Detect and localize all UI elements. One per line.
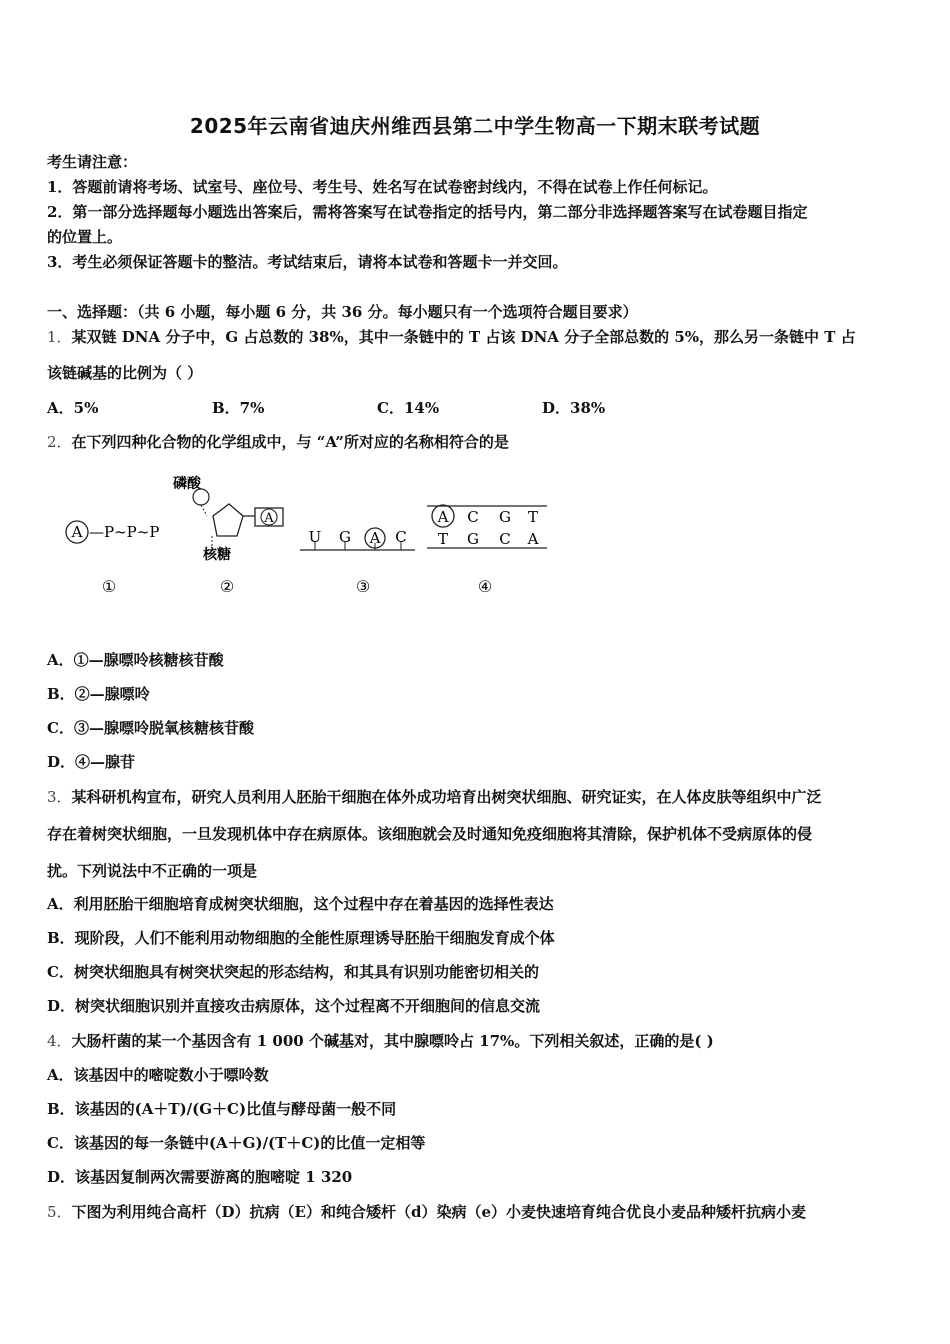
figure-3-rna: [300, 528, 415, 550]
base-c: C: [395, 528, 407, 546]
base-a: A: [369, 529, 381, 547]
section-heading: 一、选择题：（共 6 小题，每小题 6 分，共 36 分。每小题只有一个选项符合题目要求）: [47, 303, 638, 321]
notice-item-2: 2．第一部分选择题每小题选出答案后，需将答案写在试卷指定的括号内，第二部分非选择题答案写在试卷题目指定: [47, 203, 808, 221]
base-g: G: [339, 528, 351, 546]
question-text: 某双链 DNA 分子中，G 占总数的 38%，其中一条链中的 T 占该 DNA 分子全部总数的 5%，那么另一条链中 T 占: [71, 328, 856, 346]
q4-option-d: D．该基因复制两次需要游离的胞嘧啶 1 320: [47, 1168, 353, 1186]
top-base-4: T: [527, 508, 539, 526]
question-number: 2．: [47, 433, 72, 451]
question-text: 大肠杆菌的某一个基因含有 1 000 个碱基对，其中腺嘌呤占 17%。下列相关叙述，正确的是( ): [71, 1032, 714, 1050]
option-a: A．5%: [47, 399, 99, 417]
question-3-cont-2: 扰。下列说法中不正确的一项是: [47, 862, 258, 880]
question-number: 3．: [47, 788, 72, 806]
option-c: C．14%: [377, 399, 440, 417]
q2-option-b: B．②—腺嘌呤: [47, 685, 150, 703]
question-text: 下图为利用纯合高杆（D）抗病（E）和纯合矮杆（d）染病（e）小麦快速培育纯合优良小麦品种矮杆抗病小麦: [71, 1203, 807, 1221]
bottom-base-3: C: [499, 530, 511, 548]
base-u: U: [308, 528, 322, 546]
question-3-cont-1: 存在着树突状细胞，一旦发现机体中存在病原体。该细胞就会及时通知免疫细胞将其清除，保护机体不受病原体的侵: [47, 825, 813, 843]
phosphate-chain: —P~P~P: [89, 523, 160, 541]
phosphate-circle: [193, 489, 209, 505]
question-text: 某科研机构宣布，研究人员利用人胚胎干细胞在体外成功培育出树突状细胞、研究证实，在人体皮肤等组织中广泛: [71, 788, 822, 806]
ribose-pentagon: [213, 504, 243, 536]
bottom-base-4: A: [527, 530, 539, 548]
question-number: 4．: [47, 1032, 72, 1050]
figure-label-4: ④: [477, 577, 493, 596]
figure-4-dna: [427, 505, 547, 548]
q2-option-d: D．④—腺苷: [47, 753, 136, 771]
notice-item-2-cont: 的位置上。: [47, 228, 123, 246]
top-base-1: A: [437, 508, 449, 526]
q3-option-a: A．利用胚胎干细胞培育成树突状细胞，这个过程中存在着基因的选择性表达: [47, 895, 554, 913]
notice-heading: 考生请注意：: [47, 153, 138, 171]
question-number: 5．: [47, 1203, 72, 1221]
phosphate-bond: [201, 505, 207, 516]
exam-title: 2025年云南省迪庆州维西县第二中学生物高一下期末联考试题: [189, 114, 761, 138]
q4-option-b: B．该基因的(A＋T)/(G＋C)比值与酵母菌一般不同: [47, 1100, 397, 1118]
notice-item-1: 1．答题前请将考场、试室号、座位号、考生号、姓名写在试卷密封线内，不得在试卷上作任何标记。: [47, 178, 718, 196]
bottom-base-2: G: [467, 530, 479, 548]
compound-figure: [55, 468, 575, 608]
q2-option-c: C．③—腺嘌呤脱氧核糖核苷酸: [47, 719, 254, 737]
base-a-label: A: [71, 523, 83, 541]
option-b: B．7%: [212, 399, 265, 417]
q3-option-b: B．现阶段，人们不能利用动物细胞的全能性原理诱导胚胎干细胞发育成个体: [47, 929, 555, 947]
base-a-label: A: [264, 511, 274, 526]
question-1: [47, 327, 856, 347]
bottom-base-1: T: [437, 530, 449, 548]
q3-option-d: D．树突状细胞识别并直接攻击病原体，这个过程离不开细胞间的信息交流: [47, 997, 541, 1015]
question-1-options: [47, 398, 605, 418]
figure-1-atp: [66, 521, 159, 543]
question-4: [47, 1031, 714, 1051]
figure-label-3: ③: [355, 577, 371, 596]
q4-option-c: C．该基因的每一条链中(A＋G)/(T＋C)的比值一定相等: [47, 1134, 426, 1152]
question-1-cont: 该链碱基的比例为（ ）: [47, 364, 203, 382]
question-text: 在下列四种化合物的化学组成中，与 “A”所对应的名称相符合的是: [71, 433, 509, 451]
figure-label-1: ①: [101, 577, 117, 596]
phosphate-label: 磷酸: [173, 476, 201, 492]
option-d: D．38%: [542, 399, 606, 417]
q3-option-c: C．树突状细胞具有树突状突起的形态结构，和其具有识别功能密切相关的: [47, 963, 539, 981]
question-2: [47, 432, 509, 452]
top-base-2: C: [467, 508, 479, 526]
question-3: [47, 787, 822, 807]
figure-label-2: ②: [219, 577, 235, 596]
question-5: [47, 1202, 806, 1222]
top-base-3: G: [499, 508, 511, 526]
ribose-label: 核糖: [203, 547, 231, 563]
question-number: 1．: [47, 328, 72, 346]
notice-item-3: 3．考生必须保证答题卡的整洁。考试结束后，请将本试卷和答题卡一并交回。: [47, 253, 568, 271]
q4-option-a: A．该基因中的嘧啶数小于嘌呤数: [47, 1066, 269, 1084]
q2-option-a: A．①—腺嘌呤核糖核苷酸: [47, 651, 224, 669]
figure-2-nucleotide: [173, 475, 283, 563]
